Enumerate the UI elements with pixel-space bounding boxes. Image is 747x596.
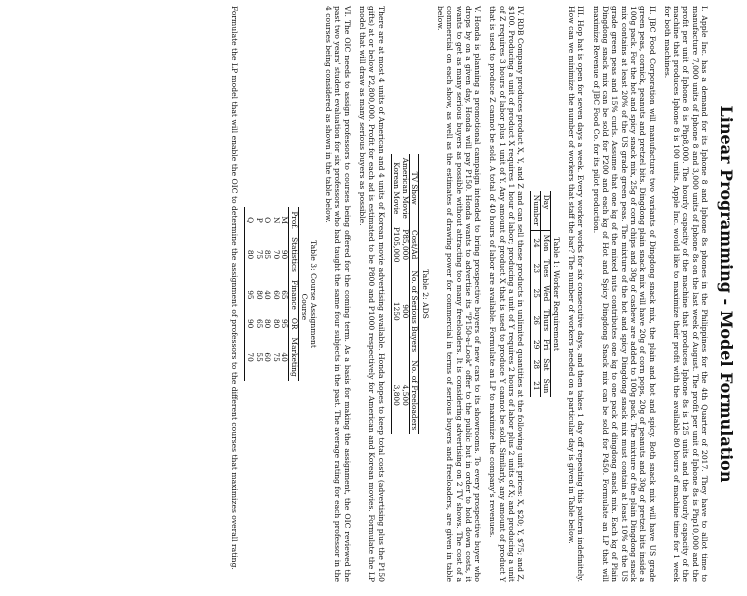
- problem-2: II. JBC Food Corporation will manufacture two variants of Dingdong snack mix, the plain and hot and spicy. Both snack mix will have US grade green peas, cornick, peanuts and pretzel bits. Dingdong plain snack mix will have 20g of corn pops, 20g of peanuts and 30g of pretzel bits inside a 100g pack. For the hot and spicy snack mix, 25g of corn chips and 30g of cashew are added to 100g pack. The mixture of the plain Dingdong snack mix contains at least 20% of the US grade green peas. The mixture of the hot and spicy Dingdong snack mix must contain at least 10% of the US grade green peas and 15% curls. Assume that one kg of the mixed nuts contributes one kg to one pack of dingdong snack mix. Each kg of Plain Dingdong snack mix can be sold for P200 and each kg of Hot and Spicy Dingdong Snack mix can be sold for P450. Formulate an LP that will maximize Revenue of JBC Food Co. for its pilot production.: [591, 6, 657, 582]
- table-cell: P105,000: [391, 223, 400, 267]
- table-row-label: Day: [540, 191, 550, 230]
- table-cell: Tues: [540, 255, 550, 281]
- table-cell: 25: [531, 281, 541, 305]
- table-cell: 40: [280, 334, 289, 381]
- table-cell: 75: [254, 249, 264, 260]
- problem-5: V. Honda is planning a promotional campaign intended to bring prospective buyers of new cars to its showrooms. To every prospective buyer who drops by on a given day, Honda will pay P150. Honda wants to advertise its "P150-a-Look" offer to the public but in order to hold down costs, it wants to get as many serious buyers as possible without attracting too many freeloaders. It is considering advertising on 2 TV shows. The cost of a commercial on each show, as well as the estimates of drawing power for commercial in terms of serious buyers and freeloaders, are given in table below.: [435, 6, 483, 582]
- course-assignment-table: [244, 207, 307, 380]
- table-cell: M: [280, 207, 289, 233]
- table-group-header: Course: [299, 293, 309, 321]
- table-cell: 70: [271, 249, 281, 260]
- table-cell: 80: [254, 290, 264, 300]
- problem-6: VI. The OIC needs to assign professors to courses being offered for the coming term. As a basis for making the assignment, the OIC reviewed the past two years' student evaluation for six professors who had taught the same four subjects in the past. The average rating for each professor in the 4 courses being considered as shown in the table below.: [324, 6, 352, 582]
- table-cell: 40: [263, 290, 273, 300]
- table-cell: 65: [254, 318, 264, 329]
- table-cell: 80: [263, 318, 273, 329]
- closing-instruction: Formulate the LP model that will enable the OIC to determine the assignment of professors to the different courses that maximizes overall rating.: [230, 6, 240, 570]
- table-row-label: Number: [531, 191, 541, 230]
- table-cell: 60: [271, 290, 281, 300]
- table-cell: 70: [245, 334, 254, 381]
- table-3-caption: Table 3: Course Assignment: [308, 240, 318, 348]
- table-cell: 65: [280, 276, 289, 314]
- table-cell: 80: [245, 233, 254, 276]
- page-title: Linear Programming - Model Formulation: [717, 105, 736, 483]
- table-cell: Fri: [540, 335, 550, 354]
- table-cell: P: [254, 217, 264, 223]
- table-header: No. of Freeloaders: [409, 356, 419, 434]
- table-cell: American Movie: [400, 154, 409, 223]
- table-cell: 90: [245, 314, 254, 334]
- table-cell: 24: [531, 230, 541, 255]
- table-header: Finance: [289, 276, 299, 314]
- table-cell: 900: [400, 266, 409, 356]
- table-cell: N: [271, 216, 281, 224]
- table-cell: 95: [280, 314, 289, 334]
- table-cell: Thurs: [540, 305, 550, 335]
- worker-requirement-table: [530, 191, 550, 397]
- table-cell: 1250: [391, 266, 400, 356]
- table-header: OR: [289, 314, 299, 334]
- ads-table: [391, 154, 420, 435]
- table-header: Statistics: [289, 233, 299, 276]
- table-header: TV Show: [409, 154, 419, 223]
- table-header: Cost/Ad: [409, 223, 419, 267]
- table-cell: 21: [531, 375, 541, 398]
- table-cell: 80: [271, 318, 281, 329]
- table-cell: Korean Movie: [391, 154, 400, 223]
- table-header: Prof.: [289, 207, 299, 233]
- table-cell: 28: [531, 354, 541, 374]
- table-cell: 90: [280, 233, 289, 276]
- problem-1: I. Apple Inc. has a demand for its Iphone 8 and Iphone 8s phones in the Philippines for the 4th Quarter of 2017. They have to allot time to manufacture 7,000 units of Iphone 8 and 3,000 units of Iphone 8s on the last week of August. The profit per unit of Iphone 8s is Php10,000 and the profit per unit of Iphone 8 is Php8,000. The hourly capacity of the machine that produces Iphone 8s is 125 units and the hourly capacity of the machine that produces Iphone 8 is 100 units. Apple Inc. would like to maximize their profit with the available 80 hours of machine time for 1 week for both machines.: [662, 6, 709, 582]
- table-cell: 4,500: [400, 356, 409, 434]
- table-cell: 23: [531, 255, 541, 281]
- table-cell: 75: [271, 352, 281, 362]
- problem-3: III. Hop hat is open for seven days a week. Every worker works for six consecutive days, and then takes 1 day off repeating this pattern indefinitely. How can we minimize the number of workers that staff the bar? The number of workers needed on a particular day is given in Table below.: [567, 6, 586, 582]
- table-cell: Q: [245, 207, 254, 233]
- table-header: No. of Serious Buyers: [409, 266, 419, 356]
- table-cell: Wed: [540, 281, 550, 305]
- table-cell: O: [263, 217, 273, 224]
- problem-4: IV. RDB Company produces product X, Y, and Z and can sell these products in unlimited quantities at the following unit prices: X, $20; Y, $75; and Z, $100. Producing a unit of product X requires 1 hour of labor; producing a unit of Y requires 2 hours of labor plus 2 units of X; and producing a unit of Z requires 3 hours of labor plus 1 unit of Y. Any amount of product X that is used to produce Y cannot be sold. Similarly, any amount of product Y that is used to produce Z cannot be sold. A total of 40 hours of labor are available. Formulate an LP to maximize the company's revenues.: [488, 6, 526, 582]
- table-cell: Mon: [540, 230, 550, 255]
- problem-5-continued: There are at most 4 units of American and 4 units of Korean movie advertising available. Honda hopes to keep total costs (advertising plus the P150 gifts) at or below P2,800,000. Profit for each ad is estimated to be P800 and P1000 respectively for American and Korean movies. Formulate the LP model that will draw as many serious buyers as possible.: [358, 6, 386, 582]
- table-cell: 85: [263, 249, 273, 260]
- table-cell: 55: [254, 352, 264, 362]
- table-cell: P85,000: [400, 223, 409, 267]
- table-cell: 95: [245, 276, 254, 314]
- table-cell: Sat: [540, 354, 550, 374]
- table-header: Marketing: [289, 334, 299, 381]
- table-1-caption: Table 1: Worker Requirement: [551, 237, 561, 351]
- table-2-caption: Table 2: ADS: [420, 269, 430, 319]
- table-cell: Sun: [540, 375, 550, 398]
- table-cell: 26: [531, 305, 541, 335]
- table-cell: 60: [263, 352, 273, 362]
- table-cell: 3,800: [391, 356, 400, 434]
- table-cell: 29: [531, 335, 541, 354]
